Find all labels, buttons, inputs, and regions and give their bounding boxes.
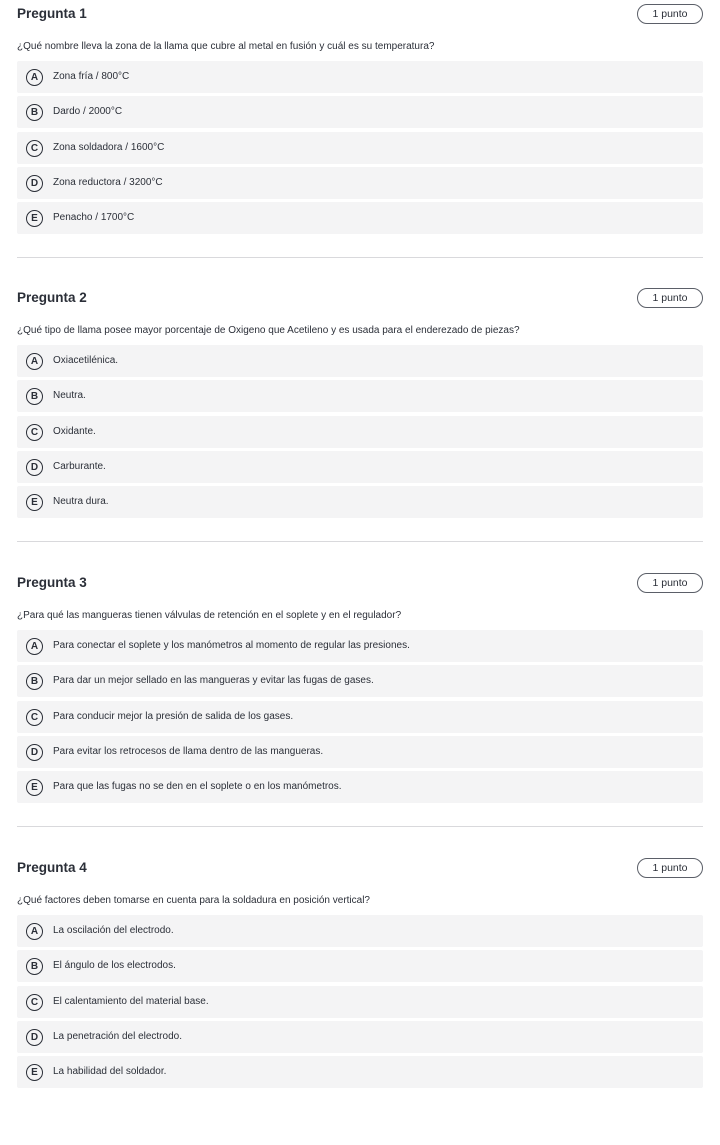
option-letter-badge: A	[26, 353, 43, 370]
question-text: ¿Qué tipo de llama posee mayor porcentaje de Oxigeno que Acetileno y es usada para el enderezado de piezas?	[17, 325, 520, 336]
option-letter-badge: C	[26, 140, 43, 157]
option-text: Para conducir mejor la presión de salida de los gases.	[53, 711, 294, 722]
answer-option-e[interactable]	[17, 1056, 703, 1088]
points-badge: 1 punto	[637, 4, 703, 24]
question-3	[17, 575, 703, 860]
option-text: Para que las fugas no se den en el soplete o en los manómetros.	[53, 781, 342, 792]
option-text: El ángulo de los electrodos.	[53, 960, 176, 971]
option-letter-badge: D	[26, 175, 43, 192]
option-letter-badge: E	[26, 210, 43, 227]
question-header	[17, 575, 703, 595]
answer-option-d[interactable]	[17, 451, 703, 483]
option-text: Neutra dura.	[53, 496, 109, 507]
points-badge: 1 punto	[637, 288, 703, 308]
question-divider	[17, 826, 703, 827]
answer-option-a[interactable]	[17, 915, 703, 947]
answer-option-b[interactable]	[17, 380, 703, 412]
answer-option-d[interactable]	[17, 1021, 703, 1053]
points-badge: 1 punto	[637, 858, 703, 878]
option-text: Zona fría / 800°C	[53, 71, 130, 82]
option-text: Penacho / 1700°C	[53, 212, 135, 223]
option-letter-badge: D	[26, 744, 43, 761]
answer-option-c[interactable]	[17, 701, 703, 733]
question-header	[17, 290, 703, 310]
answer-option-e[interactable]	[17, 771, 703, 803]
option-letter-badge: D	[26, 459, 43, 476]
option-text: Para conectar el soplete y los manómetros al momento de regular las presiones.	[53, 640, 410, 651]
option-letter-badge: E	[26, 779, 43, 796]
question-2	[17, 290, 703, 575]
option-letter-badge: B	[26, 673, 43, 690]
answer-option-a[interactable]	[17, 61, 703, 93]
answer-option-d[interactable]	[17, 167, 703, 199]
question-text: ¿Qué factores deben tomarse en cuenta para la soldadura en posición vertical?	[17, 895, 370, 906]
answer-option-b[interactable]	[17, 950, 703, 982]
option-text: La oscilación del electrodo.	[53, 925, 174, 936]
option-letter-badge: B	[26, 958, 43, 975]
option-text: Dardo / 2000°C	[53, 106, 123, 117]
option-letter-badge: B	[26, 104, 43, 121]
answer-option-e[interactable]	[17, 202, 703, 234]
option-letter-badge: A	[26, 923, 43, 940]
answer-option-c[interactable]	[17, 132, 703, 164]
option-letter-badge: A	[26, 638, 43, 655]
option-text: Para evitar los retrocesos de llama dentro de las mangueras.	[53, 746, 324, 757]
question-text: ¿Para qué las mangueras tienen válvulas de retención en el soplete y en el regulador?	[17, 610, 402, 621]
option-text: El calentamiento del material base.	[53, 996, 209, 1007]
answer-option-d[interactable]	[17, 736, 703, 768]
option-letter-badge: C	[26, 709, 43, 726]
option-text: Zona soldadora / 1600°C	[53, 142, 165, 153]
option-text: Carburante.	[53, 461, 106, 472]
question-divider	[17, 541, 703, 542]
question-4	[17, 860, 703, 1145]
question-title: Pregunta 2	[17, 290, 87, 305]
answer-option-b[interactable]	[17, 96, 703, 128]
option-letter-badge: C	[26, 994, 43, 1011]
option-letter-badge: E	[26, 1064, 43, 1081]
answer-option-a[interactable]	[17, 630, 703, 662]
answer-option-b[interactable]	[17, 665, 703, 697]
option-text: Oxidante.	[53, 426, 96, 437]
answer-option-c[interactable]	[17, 986, 703, 1018]
option-letter-badge: E	[26, 494, 43, 511]
option-letter-badge: D	[26, 1029, 43, 1046]
question-title: Pregunta 4	[17, 860, 87, 875]
question-divider	[17, 257, 703, 258]
question-text: ¿Qué nombre lleva la zona de la llama que cubre al metal en fusión y cuál es su temperatura?	[17, 41, 435, 52]
option-text: Para dar un mejor sellado en las mangueras y evitar las fugas de gases.	[53, 675, 374, 686]
option-text: Zona reductora / 3200°C	[53, 177, 163, 188]
answer-option-a[interactable]	[17, 345, 703, 377]
option-letter-badge: B	[26, 388, 43, 405]
points-badge: 1 punto	[637, 573, 703, 593]
option-letter-badge: C	[26, 424, 43, 441]
option-text: La habilidad del soldador.	[53, 1066, 167, 1077]
option-letter-badge: A	[26, 69, 43, 86]
option-text: Oxiacetilénica.	[53, 355, 119, 366]
question-1	[17, 6, 703, 291]
question-header	[17, 6, 703, 26]
question-title: Pregunta 1	[17, 6, 87, 21]
option-text: La penetración del electrodo.	[53, 1031, 182, 1042]
option-text: Neutra.	[53, 390, 86, 401]
question-title: Pregunta 3	[17, 575, 87, 590]
question-header	[17, 860, 703, 880]
answer-option-c[interactable]	[17, 416, 703, 448]
answer-option-e[interactable]	[17, 486, 703, 518]
